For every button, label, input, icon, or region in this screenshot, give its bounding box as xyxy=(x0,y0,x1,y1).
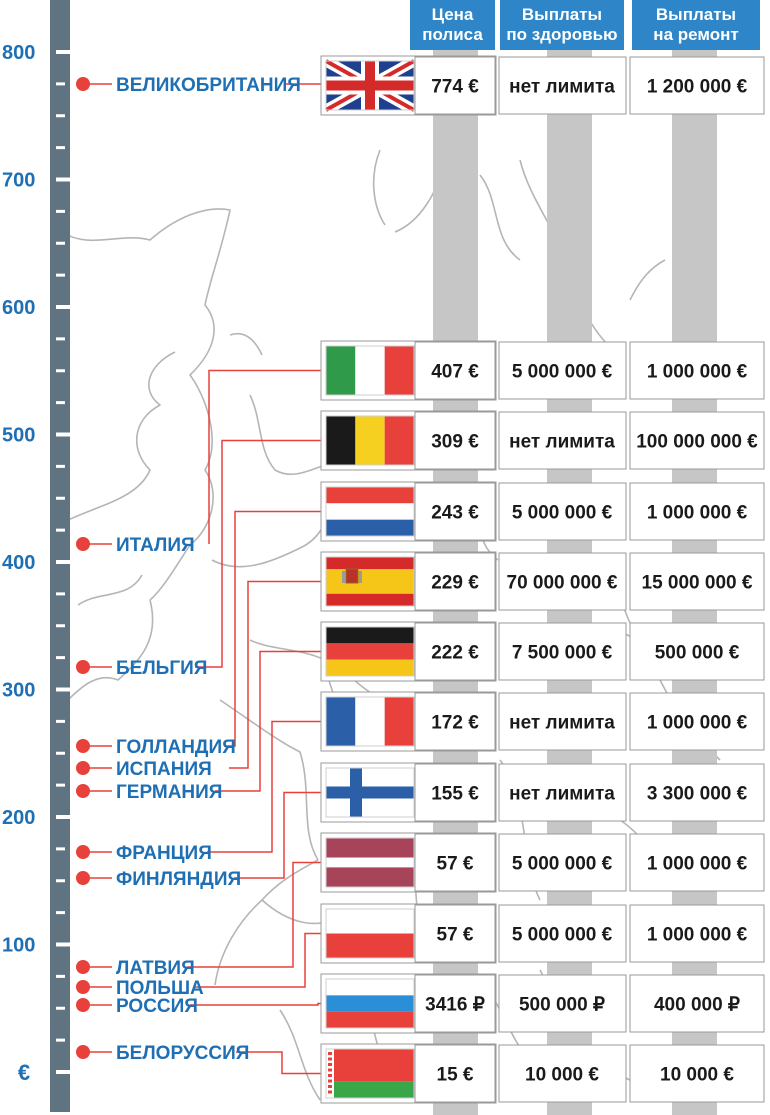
health-value: 7 500 000 € xyxy=(511,642,613,664)
axis-tick xyxy=(56,369,65,372)
value-marker-dot xyxy=(76,739,90,753)
repair-value: 100 000 000 € xyxy=(636,431,758,453)
repair-value: 400 000 ₽ xyxy=(653,994,741,1016)
axis-tick xyxy=(56,337,65,340)
table-row xyxy=(321,411,764,470)
table-row xyxy=(321,482,764,541)
country-label: ИТАЛИЯ xyxy=(116,535,195,556)
axis-tick xyxy=(56,943,70,947)
map-outline-30 xyxy=(230,334,262,355)
leader-line xyxy=(209,371,321,545)
table-row xyxy=(321,833,764,892)
repair-value: 15 000 000 € xyxy=(641,572,753,594)
axis-tick xyxy=(56,975,65,978)
health-value: нет лимита xyxy=(509,76,615,98)
table-row xyxy=(321,56,764,115)
table-row xyxy=(321,763,764,822)
value-marker-dot xyxy=(76,845,90,859)
axis-tick xyxy=(56,433,70,437)
country-labels xyxy=(76,75,301,1064)
axis-tick xyxy=(56,401,65,404)
russia-flag-icon xyxy=(326,979,414,1028)
axis-tick xyxy=(56,656,65,659)
axis-tick xyxy=(56,847,65,850)
repair-value: 1 000 000 € xyxy=(646,853,748,875)
axis-tick xyxy=(56,50,70,54)
axis-tick-label: 100 xyxy=(2,934,36,957)
price-value: 57 € xyxy=(436,853,474,875)
country-label: ФРАНЦИЯ xyxy=(116,843,212,864)
value-marker-dot xyxy=(76,998,90,1012)
repair-value: 1 200 000 € xyxy=(646,76,748,98)
value-marker-dot xyxy=(76,77,90,91)
map-outline-12 xyxy=(374,150,385,225)
health-value: 5 000 000 € xyxy=(511,853,613,875)
table-row xyxy=(321,622,764,681)
axis-tick xyxy=(56,688,70,692)
axis-tick-label: 500 xyxy=(2,424,36,447)
repair-value: 1 000 000 € xyxy=(646,924,748,946)
price-value: 243 € xyxy=(431,502,479,524)
axis-tick xyxy=(56,114,65,117)
france-flag-icon xyxy=(326,697,414,746)
value-marker-dot xyxy=(76,537,90,551)
value-marker-dot xyxy=(76,871,90,885)
axis-tick xyxy=(56,624,65,627)
axis-tick xyxy=(56,1039,65,1042)
country-label: БЕЛОРУССИЯ xyxy=(116,1043,250,1064)
health-value: 5 000 000 € xyxy=(511,502,613,524)
country-label: БЕЛЬГИЯ xyxy=(116,658,208,679)
axis-tick xyxy=(56,784,65,787)
finland-flag-icon xyxy=(326,768,414,817)
repair-value: 3 300 000 € xyxy=(646,783,748,805)
country-label: ПОЛЬША xyxy=(116,978,204,999)
table-row xyxy=(321,1044,764,1103)
axis-tick-label: 300 xyxy=(2,679,36,702)
health-value: нет лимита xyxy=(509,783,615,805)
health-value: 70 000 000 € xyxy=(506,572,618,594)
value-marker-dot xyxy=(76,960,90,974)
leader-line xyxy=(229,582,321,769)
header-health-label: Выплаты по здоровью xyxy=(506,5,618,44)
axis-tick-label: 700 xyxy=(2,169,36,192)
axis-tick xyxy=(56,465,65,468)
value-marker-dot xyxy=(76,761,90,775)
uk-flag-icon xyxy=(326,61,414,110)
axis-tick-label: 800 xyxy=(2,42,36,64)
map-outline-13 xyxy=(480,175,520,260)
country-label: ГЕРМАНИЯ xyxy=(116,782,223,803)
axis-tick xyxy=(56,146,65,149)
table-row xyxy=(321,904,764,963)
axis-tick xyxy=(56,210,65,213)
axis-tick xyxy=(56,529,65,532)
leader-line xyxy=(195,441,321,668)
table-row xyxy=(321,341,764,400)
country-label: ЛАТВИЯ xyxy=(116,958,195,979)
value-marker-dot xyxy=(76,980,90,994)
table-row xyxy=(321,552,764,611)
poland-flag-icon xyxy=(326,909,414,958)
axis-tick xyxy=(56,274,65,277)
map-outline-1 xyxy=(68,352,175,520)
value-marker-dot xyxy=(76,660,90,674)
header-repair xyxy=(632,0,760,50)
map-outline-2 xyxy=(68,600,153,700)
header-price-label: Цена полиса xyxy=(422,5,483,44)
header-price xyxy=(410,0,495,50)
health-value: 10 000 € xyxy=(525,1064,599,1086)
axis-tick xyxy=(56,752,65,755)
price-value: 155 € xyxy=(431,783,479,805)
value-axis xyxy=(2,0,70,1112)
latvia-flag-icon xyxy=(326,838,414,887)
axis-tick xyxy=(56,82,65,85)
leader-line xyxy=(224,512,321,747)
axis-tick xyxy=(56,178,70,182)
axis-tick xyxy=(56,592,65,595)
price-value: 172 € xyxy=(431,712,479,734)
repair-value: 10 000 € xyxy=(660,1064,734,1086)
repair-value: 500 000 € xyxy=(654,642,740,664)
axis-tick xyxy=(56,911,65,914)
axis-tick xyxy=(56,305,70,309)
axis-tick xyxy=(56,560,70,564)
axis-tick xyxy=(56,1007,65,1010)
axis-tick xyxy=(56,720,65,723)
country-label: ВЕЛИКОБРИТАНИЯ xyxy=(116,75,301,96)
country-label: РОССИЯ xyxy=(116,996,198,1017)
axis-tick-label: 200 xyxy=(2,807,36,829)
map-outline-5 xyxy=(78,575,142,605)
axis-tick xyxy=(56,242,65,245)
leader-lines xyxy=(83,84,321,1074)
health-value: 500 000 ₽ xyxy=(518,994,606,1016)
country-label: ФИНЛЯНДИЯ xyxy=(116,869,242,890)
axis-tick-label: 600 xyxy=(2,297,36,319)
price-value: 407 € xyxy=(431,361,479,383)
price-value: 15 € xyxy=(436,1064,474,1086)
health-value: 5 000 000 € xyxy=(511,361,613,383)
map-outline-28 xyxy=(280,1010,320,1100)
spain-flag-icon xyxy=(326,557,414,606)
table-row xyxy=(321,974,764,1033)
axis-tick xyxy=(56,815,70,819)
price-value: 774 € xyxy=(431,76,479,98)
leader-line xyxy=(195,934,321,988)
health-value: нет лимита xyxy=(509,431,615,453)
header-repair-label: Выплаты на ремонт xyxy=(653,5,739,44)
health-value: 5 000 000 € xyxy=(511,924,613,946)
netherlands-flag-icon xyxy=(326,487,414,536)
health-value: нет лимита xyxy=(509,712,615,734)
leader-line xyxy=(190,1004,321,1006)
belarus-flag-icon xyxy=(326,1049,414,1098)
country-label: ИСПАНИЯ xyxy=(116,759,212,780)
table-row xyxy=(321,692,764,751)
map-outline-3 xyxy=(212,505,330,567)
value-marker-dot xyxy=(76,1045,90,1059)
price-value: 3416 ₽ xyxy=(425,994,485,1016)
header-health xyxy=(500,0,624,50)
map-outline-15 xyxy=(630,260,665,300)
repair-value: 1 000 000 € xyxy=(646,502,748,524)
repair-value: 1 000 000 € xyxy=(646,361,748,383)
axis-unit-label: € xyxy=(17,1060,31,1085)
value-marker-dot xyxy=(76,784,90,798)
axis-tick xyxy=(56,497,65,500)
country-label: ГОЛЛАНДИЯ xyxy=(116,737,236,758)
price-value: 57 € xyxy=(436,924,474,946)
price-value: 309 € xyxy=(431,431,479,453)
price-value: 222 € xyxy=(431,642,479,664)
axis-tick xyxy=(56,879,65,882)
price-value: 229 € xyxy=(431,572,479,594)
belgium-flag-icon xyxy=(326,416,414,465)
map-outline-4 xyxy=(250,395,325,474)
repair-value: 1 000 000 € xyxy=(646,712,748,734)
axis-tick xyxy=(56,1070,70,1074)
italy-flag-icon xyxy=(326,346,414,395)
germany-flag-icon xyxy=(326,627,414,676)
axis-tick-label: 400 xyxy=(2,552,36,574)
